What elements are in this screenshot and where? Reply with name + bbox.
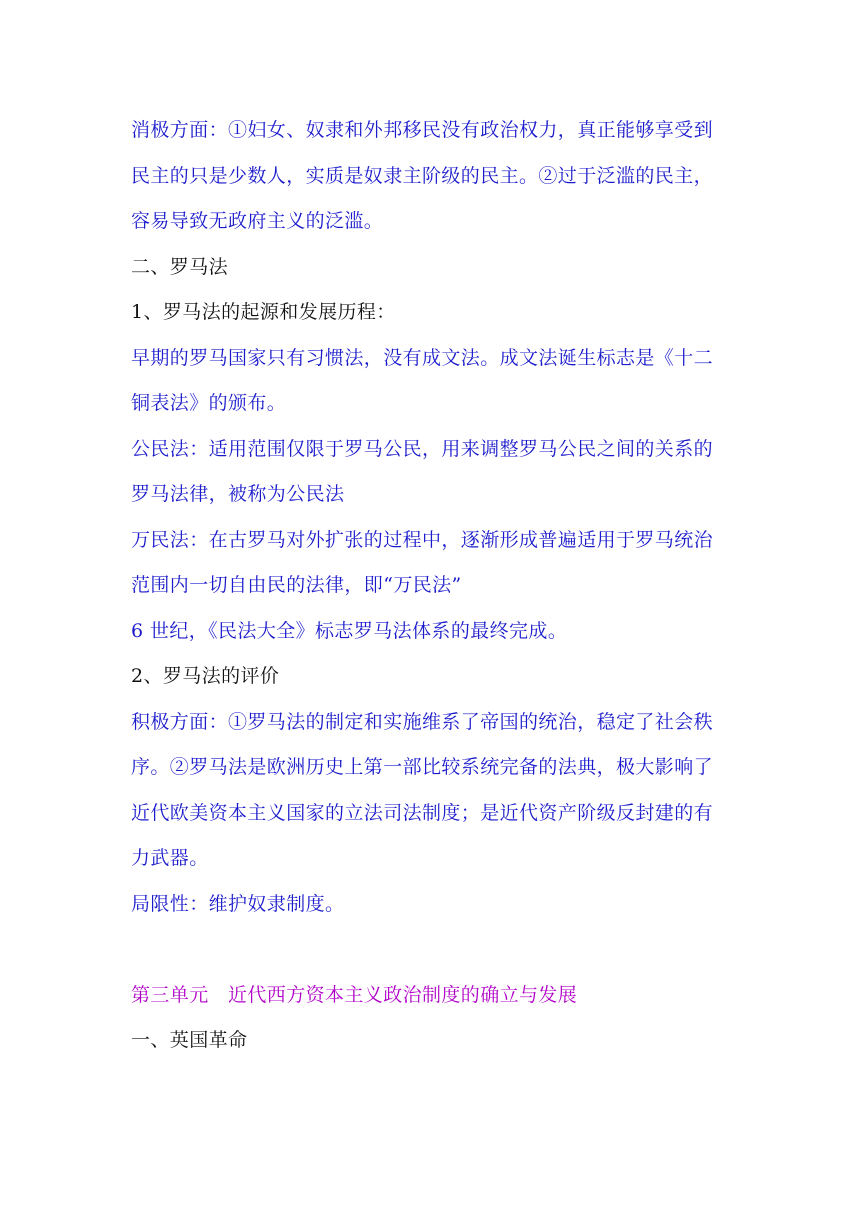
blank-line bbox=[131, 927, 731, 973]
section-heading: 一、英国革命 bbox=[131, 1029, 248, 1051]
subsection-heading: 1、罗马法的起源和发展历程： bbox=[131, 301, 396, 323]
section-heading: 二、罗马法 bbox=[131, 255, 229, 278]
paragraph-line: 范围内一切自由民的法律，即“万民法” bbox=[131, 574, 462, 596]
paragraph-line: 万民法：在古罗马对外扩张的过程中，逐渐形成普遍适用于罗马统治 bbox=[131, 528, 714, 551]
paragraph-line: 罗马法律，被称为公民法 bbox=[131, 483, 345, 505]
paragraph-line: 容易导致无政府主义的泛滥。 bbox=[131, 210, 384, 232]
paragraph-line: 消极方面：①妇女、奴隶和外邦移民没有政治权力，真正能够享受到 bbox=[131, 119, 714, 141]
document-body bbox=[131, 108, 731, 1064]
paragraph-line: 序。②罗马法是欧洲历史上第一部比较系统完备的法典，极大影响了 bbox=[131, 756, 714, 778]
paragraph-line: 力武器。 bbox=[131, 847, 209, 869]
paragraph-line: 公民法：适用范围仅限于罗马公民，用来调整罗马公民之间的关系的 bbox=[131, 437, 714, 460]
paragraph-line: 近代欧美资本主义国家的立法司法制度；是近代资产阶级反封建的有 bbox=[131, 801, 714, 824]
paragraph-line: 局限性：维护奴隶制度。 bbox=[131, 892, 345, 915]
paragraph-line: 积极方面：①罗马法的制定和实施维系了帝国的统治，稳定了社会秩 bbox=[131, 710, 714, 733]
paragraph-line: 早期的罗马国家只有习惯法，没有成文法。成文法诞生标志是《十二 bbox=[131, 346, 714, 369]
subsection-heading: 2、罗马法的评价 bbox=[131, 665, 280, 687]
paragraph-line: 铜表法》的颁布。 bbox=[131, 392, 287, 414]
unit-title: 第三单元 近代西方资本主义政治制度的确立与发展 bbox=[131, 983, 578, 1006]
paragraph-line: 6 世纪，《民法大全》标志罗马法体系的最终完成。 bbox=[131, 619, 568, 642]
paragraph-line: 民主的只是少数人，实质是奴隶主阶级的民主。②过于泛滥的民主， bbox=[131, 164, 714, 187]
